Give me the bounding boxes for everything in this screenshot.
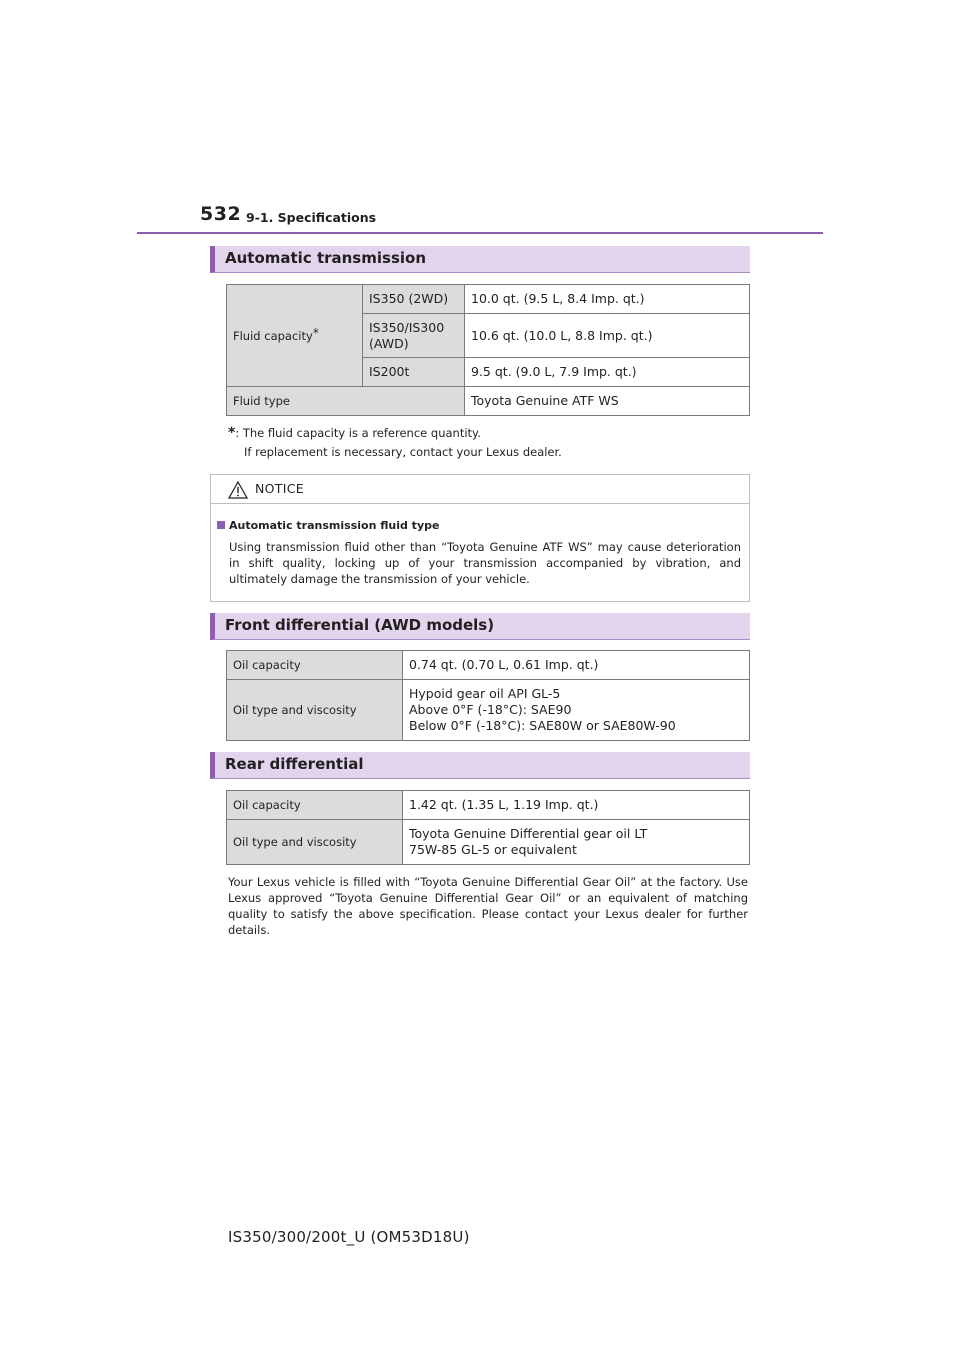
section-title: 9-1. Specifications [246, 210, 377, 225]
notice-heading-text: Automatic transmission fluid type [229, 519, 440, 532]
oil-type-line: Hypoid gear oil API GL-5 [409, 686, 561, 701]
oil-type-line: Below 0°F (-18°C): SAE80W or SAE80W-90 [409, 718, 676, 733]
table-row [227, 387, 750, 416]
rear-differential-title: Rear differential [225, 755, 364, 773]
oil-type-value [403, 820, 750, 865]
model-cell: IS350/IS300 (AWD) [363, 314, 465, 358]
model-cell: IS350 (2WD) [363, 285, 465, 314]
oil-capacity-value: 1.42 qt. (1.35 L, 1.19 Imp. qt.) [403, 791, 750, 820]
square-bullet-icon [217, 521, 225, 529]
capacity-value-cell: 10.0 qt. (9.5 L, 8.4 Imp. qt.) [465, 285, 750, 314]
table-row [227, 791, 750, 820]
notice-box [210, 474, 750, 602]
oil-type-line: Toyota Genuine Differential gear oil LT [409, 826, 648, 841]
automatic-transmission-title: Automatic transmission [225, 249, 426, 267]
front-differential-table [226, 650, 750, 741]
fluid-capacity-label-cell [227, 285, 363, 387]
automatic-transmission-table [226, 284, 750, 416]
table-row [227, 651, 750, 680]
oil-capacity-label: Oil capacity [227, 651, 403, 680]
capacity-value-cell: 10.6 qt. (10.0 L, 8.8 Imp. qt.) [465, 314, 750, 358]
oil-capacity-label: Oil capacity [227, 791, 403, 820]
oil-type-label: Oil type and viscosity [227, 820, 403, 865]
fluid-capacity-label: Fluid capacity [233, 328, 313, 343]
automatic-transmission-banner [210, 246, 750, 273]
rear-differential-table [226, 790, 750, 865]
capacity-value-cell: 9.5 qt. (9.0 L, 7.9 Imp. qt.) [465, 358, 750, 387]
notice-header [211, 475, 749, 504]
front-differential-banner [210, 613, 750, 640]
notice-heading [217, 519, 439, 532]
oil-type-value [403, 680, 750, 741]
warning-triangle-icon [228, 481, 248, 499]
notice-title: NOTICE [255, 481, 304, 496]
closing-paragraph: Your Lexus vehicle is filled with “Toyota Genuine Differential Gear Oil” at the factory. Use Lexus approved “Toyota Genuine Differential Gear Oil” or an equivalent of matching quality to satisfy the above specification. Please contact your Lexus dealer for further details. [228, 875, 748, 937]
oil-type-line: 75W-85 GL-5 or equivalent [409, 842, 577, 857]
table-row [227, 680, 750, 741]
model-cell: IS200t [363, 358, 465, 387]
notice-body: Using transmission fluid other than “Toyota Genuine ATF WS” may cause deterioration in shift quality, locking up of your transmission accompanied by vibration, and ultimately damage the transmission of your vehicle. [229, 540, 741, 586]
oil-type-line: Above 0°F (-18°C): SAE90 [409, 702, 572, 717]
footnote-line-2: If replacement is necessary, contact your Lexus dealer. [244, 445, 562, 459]
footnote-marker: * [312, 325, 319, 340]
page-number: 532 [200, 203, 242, 225]
table-row [227, 820, 750, 865]
footnote-line-1: : The fluid capacity is a reference quantity. [235, 426, 481, 440]
footer-model-code: IS350/300/200t_U (OM53D18U) [228, 1228, 470, 1246]
footnote-star: * [228, 425, 236, 441]
oil-type-label: Oil type and viscosity [227, 680, 403, 741]
header-divider [137, 232, 823, 234]
table-row [227, 285, 750, 314]
rear-differential-banner [210, 752, 750, 779]
fluid-type-label: Fluid type [227, 387, 465, 416]
fluid-type-value: Toyota Genuine ATF WS [465, 387, 750, 416]
front-differential-title: Front differential (AWD models) [225, 616, 495, 634]
fluid-capacity-footnote [228, 424, 562, 462]
oil-capacity-value: 0.74 qt. (0.70 L, 0.61 Imp. qt.) [403, 651, 750, 680]
